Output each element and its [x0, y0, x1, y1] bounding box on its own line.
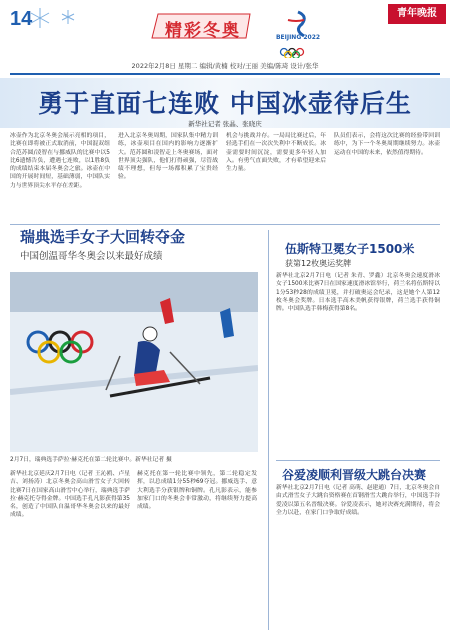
slalom-headline: 瑞典选手女子大回转夺金: [20, 228, 186, 246]
section-divider: [10, 224, 440, 225]
beijing-2022-logo-icon: [258, 6, 338, 58]
main-headline: 勇于直面七连败 中国冰壶待后生: [38, 89, 412, 118]
newspaper-logo: 青年晚报: [388, 4, 446, 24]
speed-skating-deck: 获第12枚奥运奖牌: [285, 259, 352, 268]
main-byline: 新华社记者 张晶、张晓庆: [188, 120, 262, 128]
ski-jumping-headline: 谷爱凌顺利晋级大跳台决赛: [282, 468, 427, 482]
section-title: 精彩冬奥: [165, 21, 241, 41]
main-story-column-3: 机会与挑战并存。一局局比赛过后，年轻选手们在一次次失利中不断成长。冰壶需要时间沉淀，需要更多年轻人加入。有勇气直面失败，才有希望迎来后生力量。: [226, 133, 326, 173]
skier-illustration: [10, 272, 258, 452]
date-line: 2022年2月8日 星期二 编辑/黄楠 校对/王丽 美编/陈琦 设计/张华: [131, 62, 319, 70]
slalom-body: 赫克托在第一轮比赛中领先，第二轮稳定发挥，以总成绩1分55秒69夺冠。挪威选手、意大利选手分获银牌和铜牌。孔凡影表示，能参加家门口的冬奥会非常激动，将继续努力提高成绩。: [137, 471, 257, 511]
main-story-column-1: 冰壶作为北京冬奥会展示亮相的项目，比赛在即将被正式取消前，中国混双组合范苏圆/凌智在与挪威队的比赛中以5比6遗憾告负，遭遇七连败，以1胜8负的成绩结束本届冬奥会之旅。冰壶在中国的开展时间短，基础薄弱，中国队实力与世界顶尖水平存在差距。: [10, 133, 110, 189]
main-story-column-2: 进入北京冬奥周期，国家队集中精力训练，冰壶项目在国内的影响力逐渐扩大。范苏圆和凌智走上冬奥赛场，面对世界顶尖强队，他们打得顽强，尽管战绩不理想，但每一场都积累了宝贵经验。: [118, 133, 218, 181]
speed-skating-body: 新华社北京2月7日电（记者 朱青、罗鑫）北京冬奥会速度滑冰女子1500米比赛7日在国家速度滑冰馆举行，荷兰名将伍斯特以1分53秒28的成绩卫冕，并打破奥运会纪录，这是她个人第12枚冬奥会奖牌。日本选手高木美帆获得银牌，荷兰选手获得铜牌。中国队选手韩梅获得第8名。: [276, 273, 440, 313]
slalom-lead: 新华社北京延庆2月7日电（记者 王沁鸥、卢星吉、刘扬涛）北京冬奥会高山滑雪女子大回转比赛7日在国家高山滑雪中心举行，瑞典选手萨拉·赫克托夺得金牌。中国选手孔凡影获得第35名，创造了中国队自温哥华冬奥会以来的最好成绩。: [10, 471, 130, 519]
page-number: 14: [10, 8, 33, 30]
slalom-deck: 中国创温哥华冬奥会以来最好成绩: [20, 251, 163, 262]
photo-caption: 2月7日，瑞典选手萨拉·赫克托在第二轮比赛中。新华社记者 摄: [10, 457, 172, 463]
decoration-snowflake-icon: [28, 6, 84, 30]
beijing-2022-label: BEIJING 2022: [275, 34, 321, 41]
story-divider: [276, 460, 440, 461]
main-story-column-4: 队员们表示，会将这次比赛的经验带回训练中，为下一个冬奥周期继续努力。冰壶运动在中国的未来，依然值得期待。: [334, 133, 440, 156]
header-divider: [10, 73, 440, 75]
ski-jumping-body: 新华社北京2月7日电（记者 高萌、赵建通）7日，北京冬奥会自由式滑雪女子大跳台资格赛在首钢滑雪大跳台举行，中国选手谷爱凌以第五名晋级决赛。谷爱凌表示，她对决赛充满期待，将会全力以赴，在家门口争取好成绩。: [276, 485, 440, 516]
speed-skating-headline: 伍斯特卫冕女子1500米: [285, 242, 415, 256]
skier-photo: [10, 272, 258, 452]
column-divider: [268, 230, 269, 630]
